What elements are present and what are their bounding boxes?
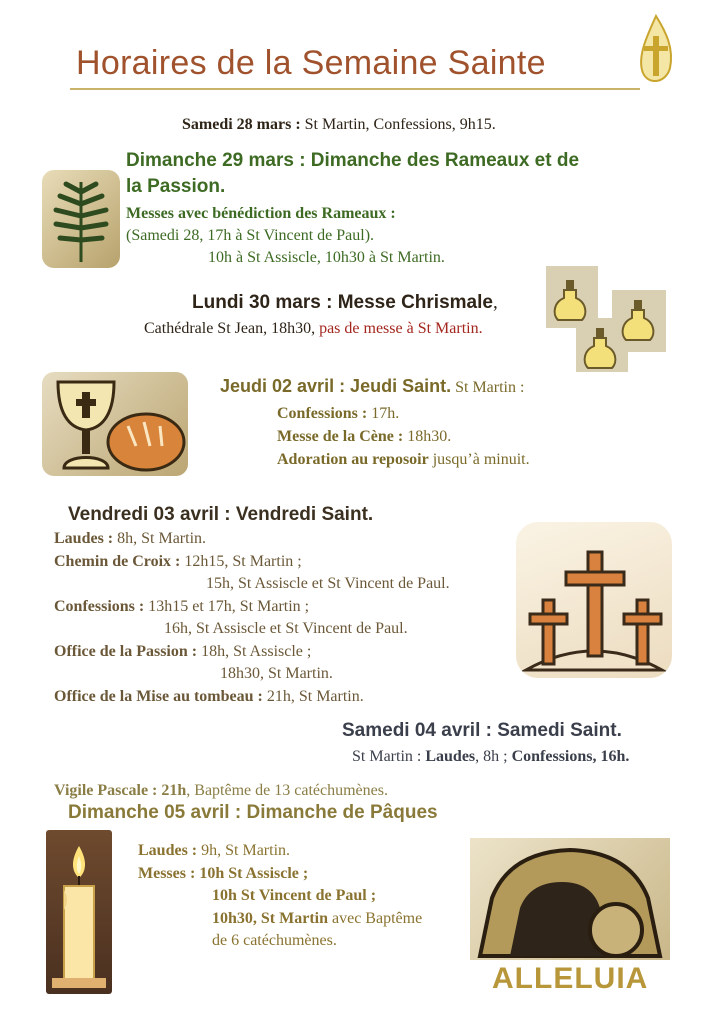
jeudi02-heading-line: [220, 376, 524, 399]
lundi30-comma: ,: [492, 292, 498, 313]
palm-branch-image: [42, 170, 120, 268]
samedi28-text: St Martin, Confessions, 9h15.: [300, 116, 496, 133]
lundi30-heading-line: [192, 292, 498, 314]
page-title: Horaires de la Semaine Sainte: [76, 44, 546, 82]
samedi04-heading: Samedi 04 avril : Samedi Saint.: [342, 720, 622, 741]
lundi30-warning: pas de messe à St Martin.: [319, 320, 483, 337]
candle-image: [46, 830, 112, 994]
chalice-bread-image: [42, 372, 188, 476]
jeudi02-items: [277, 402, 530, 471]
dimanche29-line2: 10h à St Assiscle, 10h30 à St Martin.: [208, 249, 445, 266]
dimanche29-heading: [126, 148, 579, 200]
lundi30-heading: Lundi 30 mars : Messe Chrismale: [192, 292, 493, 313]
lundi30-text: Cathédrale St Jean, 18h30,: [144, 320, 320, 337]
title-underline: [70, 88, 640, 90]
vendredi03-heading: Vendredi 03 avril : Vendredi Saint.: [68, 504, 374, 525]
dimanche29-sub-label: Messes avec bénédiction des Rameaux :: [126, 205, 396, 222]
palm-branch-icon: [42, 170, 120, 268]
oil-vials-icon: [546, 266, 666, 372]
jeudi02-item: Adoration au reposoir jusqu’à minuit.: [277, 451, 530, 468]
alleluia-text: ALLELUIA: [492, 962, 649, 995]
dimanche29-heading-line2: la Passion.: [126, 176, 226, 197]
jeudi02-heading: Jeudi 02 avril : Jeudi Saint.: [220, 376, 452, 396]
dimanche29-line1: (Samedi 28, 17h à St Vincent de Paul).: [126, 227, 375, 244]
chalice-bread-icon: [42, 372, 188, 476]
samedi28-label: Samedi 28 mars :: [182, 116, 301, 133]
vigile-line: Vigile Pascale : 21h, Baptême de 13 catéchumènes.: [54, 782, 388, 799]
candle-icon: [46, 830, 112, 994]
dimanche29-heading-line1: Dimanche 29 mars : Dimanche des Rameaux et de: [126, 150, 580, 171]
samedi28-line: [182, 114, 496, 136]
three-crosses-image: [516, 522, 672, 678]
dimanche05-details: Laudes : 9h, St Martin. Messes : 10h St Assiscle ; 10h St Vincent de Paul ; 10h30, St Martin avec Baptême de 6 catéchumènes.: [138, 842, 423, 949]
jeudi02-item: Messe de la Cène : 18h30.: [277, 428, 452, 445]
jeudi02-place: St Martin :: [451, 379, 525, 396]
lundi30-line: [144, 318, 483, 340]
dimanche05-heading: Dimanche 05 avril : Dimanche de Pâques: [68, 802, 438, 823]
empty-tomb-icon: [470, 838, 670, 960]
three-crosses-icon: [516, 522, 672, 678]
vendredi03-details: Laudes : 8h, St Martin. Chemin de Croix : 12h15, St Martin ; 15h, St Assiscle et St Vincent de Paul. Confessions : 13h15 et 17h, St Martin ; 16h, St Assiscle et St Vincent de Paul. Office de la Passion : 18h, St Assiscle ; 18h30, St Martin. Office de la Mise au tombeau : 21h, St Martin.: [54, 530, 450, 705]
dimanche29-details: [126, 203, 445, 269]
cross-candle-icon: [636, 12, 676, 90]
empty-tomb-image: [470, 838, 670, 960]
samedi04-line: St Martin : Laudes, 8h ; Confessions, 16h.: [352, 748, 630, 765]
jeudi02-item: Confessions : 17h.: [277, 405, 400, 422]
